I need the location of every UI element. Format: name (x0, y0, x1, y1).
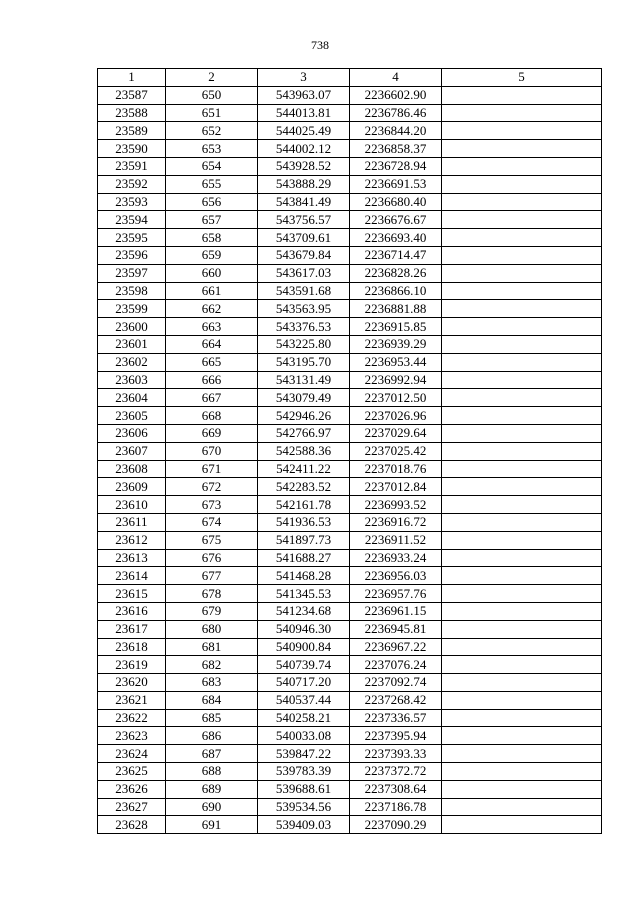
table-body (98, 86, 602, 833)
table-cell-col-5 (442, 620, 602, 638)
table-cell-col-3: 543928.52 (258, 157, 350, 175)
table-cell-col-1: 23613 (98, 549, 166, 567)
table-row (98, 140, 602, 158)
table-cell-col-3: 540717.20 (258, 674, 350, 692)
table-cell-col-3: 541688.27 (258, 549, 350, 567)
table-cell-col-3: 539783.39 (258, 763, 350, 781)
table-cell-col-2: 686 (166, 727, 258, 745)
table-row (98, 264, 602, 282)
table-cell-col-1: 23607 (98, 442, 166, 460)
table-cell-col-2: 673 (166, 496, 258, 514)
table-cell-col-4: 2236680.40 (350, 193, 442, 211)
table-cell-col-5 (442, 122, 602, 140)
table-cell-col-3: 543376.53 (258, 318, 350, 336)
table-row (98, 371, 602, 389)
table-cell-col-4: 2236915.85 (350, 318, 442, 336)
table-cell-col-3: 540739.74 (258, 656, 350, 674)
table-cell-col-4: 2237308.64 (350, 780, 442, 798)
table-cell-col-2: 688 (166, 763, 258, 781)
table-row (98, 282, 602, 300)
table-cell-col-5 (442, 763, 602, 781)
table-cell-col-5 (442, 246, 602, 264)
table-row (98, 496, 602, 514)
table-cell-col-4: 2237026.96 (350, 407, 442, 425)
table-row (98, 424, 602, 442)
table-cell-col-4: 2236953.44 (350, 353, 442, 371)
table-cell-col-1: 23615 (98, 585, 166, 603)
table-cell-col-3: 543679.84 (258, 246, 350, 264)
table-cell-col-3: 543888.29 (258, 175, 350, 193)
table-cell-col-2: 685 (166, 709, 258, 727)
table-row (98, 531, 602, 549)
table-row (98, 780, 602, 798)
table-cell-col-3: 541936.53 (258, 513, 350, 531)
table-cell-col-4: 2236693.40 (350, 229, 442, 247)
table-cell-col-3: 544013.81 (258, 104, 350, 122)
table-cell-col-5 (442, 424, 602, 442)
table-cell-col-2: 660 (166, 264, 258, 282)
table-cell-col-4: 2237012.50 (350, 389, 442, 407)
table-cell-col-2: 674 (166, 513, 258, 531)
table-row (98, 691, 602, 709)
table-row (98, 175, 602, 193)
table-row (98, 460, 602, 478)
table-cell-col-2: 679 (166, 602, 258, 620)
table-row (98, 798, 602, 816)
table-cell-col-3: 541897.73 (258, 531, 350, 549)
table-cell-col-3: 540900.84 (258, 638, 350, 656)
table-cell-col-2: 669 (166, 424, 258, 442)
table-row (98, 122, 602, 140)
table-cell-col-2: 650 (166, 86, 258, 104)
table-cell-col-2: 659 (166, 246, 258, 264)
table-cell-col-1: 23627 (98, 798, 166, 816)
table-row (98, 567, 602, 585)
table-row (98, 389, 602, 407)
table-cell-col-5 (442, 229, 602, 247)
table-cell-col-1: 23602 (98, 353, 166, 371)
table-cell-col-5 (442, 460, 602, 478)
table-cell-col-5 (442, 318, 602, 336)
table-cell-col-4: 2237092.74 (350, 674, 442, 692)
table-cell-col-4: 2236916.72 (350, 513, 442, 531)
table-row (98, 211, 602, 229)
table-cell-col-2: 652 (166, 122, 258, 140)
table-row (98, 549, 602, 567)
table-cell-col-1: 23592 (98, 175, 166, 193)
table-cell-col-1: 23623 (98, 727, 166, 745)
table-cell-col-2: 672 (166, 478, 258, 496)
table-cell-col-5 (442, 371, 602, 389)
table-row (98, 709, 602, 727)
table-cell-col-3: 539688.61 (258, 780, 350, 798)
table-cell-col-2: 670 (166, 442, 258, 460)
table-row (98, 478, 602, 496)
table-cell-col-4: 2236933.24 (350, 549, 442, 567)
table-cell-col-1: 23595 (98, 229, 166, 247)
table-cell-col-3: 543709.61 (258, 229, 350, 247)
table-cell-col-1: 23601 (98, 335, 166, 353)
table-cell-col-3: 542946.26 (258, 407, 350, 425)
table-cell-col-2: 655 (166, 175, 258, 193)
table-cell-col-5 (442, 602, 602, 620)
table-cell-col-2: 666 (166, 371, 258, 389)
table-row (98, 602, 602, 620)
table-row (98, 407, 602, 425)
table-cell-col-5 (442, 282, 602, 300)
table-cell-col-2: 690 (166, 798, 258, 816)
table-cell-col-3: 543591.68 (258, 282, 350, 300)
table-cell-col-2: 663 (166, 318, 258, 336)
table-row (98, 656, 602, 674)
table-row (98, 674, 602, 692)
table-cell-col-4: 2237186.78 (350, 798, 442, 816)
table-cell-col-4: 2237025.42 (350, 442, 442, 460)
table-cell-col-1: 23625 (98, 763, 166, 781)
table-cell-col-5 (442, 727, 602, 745)
table-cell-col-1: 23605 (98, 407, 166, 425)
table-cell-col-4: 2236691.53 (350, 175, 442, 193)
table-row (98, 727, 602, 745)
table-cell-col-4: 2236676.67 (350, 211, 442, 229)
table-cell-col-2: 657 (166, 211, 258, 229)
table-cell-col-2: 680 (166, 620, 258, 638)
table-cell-col-2: 671 (166, 460, 258, 478)
table-cell-col-1: 23600 (98, 318, 166, 336)
table-cell-col-3: 543195.70 (258, 353, 350, 371)
table-cell-col-2: 691 (166, 816, 258, 834)
table-cell-col-4: 2237395.94 (350, 727, 442, 745)
table-cell-col-5 (442, 86, 602, 104)
table-row (98, 513, 602, 531)
table-cell-col-5 (442, 389, 602, 407)
table-cell-col-3: 542161.78 (258, 496, 350, 514)
table-cell-col-1: 23597 (98, 264, 166, 282)
table-cell-col-4: 2237336.57 (350, 709, 442, 727)
page-number: 738 (311, 38, 329, 52)
table-cell-col-5 (442, 656, 602, 674)
table-cell-col-5 (442, 709, 602, 727)
table-cell-col-5 (442, 335, 602, 353)
table-cell-col-4: 2237012.84 (350, 478, 442, 496)
table-cell-col-2: 687 (166, 745, 258, 763)
table-cell-col-5 (442, 193, 602, 211)
table-cell-col-1: 23626 (98, 780, 166, 798)
table-cell-col-2: 662 (166, 300, 258, 318)
table-cell-col-1: 23614 (98, 567, 166, 585)
table-row (98, 229, 602, 247)
table-cell-col-5 (442, 157, 602, 175)
table-cell-col-2: 651 (166, 104, 258, 122)
table-row (98, 193, 602, 211)
table-cell-col-1: 23622 (98, 709, 166, 727)
table-cell-col-3: 543617.03 (258, 264, 350, 282)
table-cell-col-3: 540946.30 (258, 620, 350, 638)
table-cell-col-4: 2236866.10 (350, 282, 442, 300)
table-cell-col-5 (442, 745, 602, 763)
table-row (98, 104, 602, 122)
table-cell-col-3: 543131.49 (258, 371, 350, 389)
table-cell-col-1: 23591 (98, 157, 166, 175)
table-cell-col-4: 2237029.64 (350, 424, 442, 442)
table-row (98, 442, 602, 460)
table-cell-col-4: 2236858.37 (350, 140, 442, 158)
table-cell-col-1: 23620 (98, 674, 166, 692)
table-cell-col-1: 23598 (98, 282, 166, 300)
table-row (98, 763, 602, 781)
table-cell-col-3: 544002.12 (258, 140, 350, 158)
table-cell-col-5 (442, 496, 602, 514)
table-cell-col-3: 540033.08 (258, 727, 350, 745)
table-cell-col-5 (442, 780, 602, 798)
table-row (98, 300, 602, 318)
column-header-2: 2 (166, 69, 258, 87)
table-cell-col-5 (442, 442, 602, 460)
table-cell-col-4: 2237018.76 (350, 460, 442, 478)
table-cell-col-3: 544025.49 (258, 122, 350, 140)
table-cell-col-5 (442, 549, 602, 567)
table-cell-col-1: 23603 (98, 371, 166, 389)
table-cell-col-3: 543225.80 (258, 335, 350, 353)
table-cell-col-5 (442, 104, 602, 122)
table-cell-col-3: 540537.44 (258, 691, 350, 709)
table-cell-col-4: 2236728.94 (350, 157, 442, 175)
column-header-4: 4 (350, 69, 442, 87)
table-cell-col-5 (442, 175, 602, 193)
table-cell-col-5 (442, 300, 602, 318)
table-header-row (98, 69, 602, 87)
table-cell-col-2: 684 (166, 691, 258, 709)
table-cell-col-3: 543563.95 (258, 300, 350, 318)
table-cell-col-4: 2236993.52 (350, 496, 442, 514)
table-cell-col-5 (442, 140, 602, 158)
table-cell-col-1: 23609 (98, 478, 166, 496)
table-cell-col-2: 668 (166, 407, 258, 425)
table-cell-col-4: 2237268.42 (350, 691, 442, 709)
column-header-1: 1 (98, 69, 166, 87)
table-cell-col-3: 543079.49 (258, 389, 350, 407)
table-cell-col-4: 2236881.88 (350, 300, 442, 318)
table-cell-col-2: 681 (166, 638, 258, 656)
table-row (98, 638, 602, 656)
table-cell-col-4: 2237393.33 (350, 745, 442, 763)
table-cell-col-1: 23611 (98, 513, 166, 531)
table-cell-col-5 (442, 531, 602, 549)
table-row (98, 246, 602, 264)
table-cell-col-1: 23604 (98, 389, 166, 407)
table-cell-col-1: 23618 (98, 638, 166, 656)
table-cell-col-5 (442, 478, 602, 496)
table-cell-col-3: 542283.52 (258, 478, 350, 496)
table-cell-col-3: 542411.22 (258, 460, 350, 478)
table-cell-col-4: 2236911.52 (350, 531, 442, 549)
table-cell-col-1: 23624 (98, 745, 166, 763)
table-cell-col-3: 541234.68 (258, 602, 350, 620)
table-cell-col-5 (442, 211, 602, 229)
table-row (98, 335, 602, 353)
table-cell-col-1: 23606 (98, 424, 166, 442)
table-cell-col-1: 23599 (98, 300, 166, 318)
table-cell-col-5 (442, 585, 602, 603)
table-cell-col-3: 542588.36 (258, 442, 350, 460)
table-cell-col-2: 665 (166, 353, 258, 371)
table-row (98, 816, 602, 834)
table-row (98, 353, 602, 371)
table-cell-col-1: 23594 (98, 211, 166, 229)
table-cell-col-3: 541345.53 (258, 585, 350, 603)
table-cell-col-4: 2236961.15 (350, 602, 442, 620)
table-cell-col-4: 2236939.29 (350, 335, 442, 353)
table-cell-col-2: 689 (166, 780, 258, 798)
table-cell-col-4: 2237090.29 (350, 816, 442, 834)
table-cell-col-5 (442, 407, 602, 425)
table-cell-col-2: 667 (166, 389, 258, 407)
table-cell-col-4: 2236602.90 (350, 86, 442, 104)
table-cell-col-3: 539534.56 (258, 798, 350, 816)
table-row (98, 86, 602, 104)
table-cell-col-1: 23617 (98, 620, 166, 638)
table-cell-col-2: 658 (166, 229, 258, 247)
table-cell-col-2: 675 (166, 531, 258, 549)
column-header-5: 5 (442, 69, 602, 87)
table-cell-col-5 (442, 816, 602, 834)
table-cell-col-1: 23608 (98, 460, 166, 478)
table-cell-col-1: 23588 (98, 104, 166, 122)
column-header-3: 3 (258, 69, 350, 87)
table-cell-col-4: 2236956.03 (350, 567, 442, 585)
table-cell-col-5 (442, 513, 602, 531)
table-cell-col-2: 677 (166, 567, 258, 585)
table-cell-col-4: 2237372.72 (350, 763, 442, 781)
table-cell-col-5 (442, 691, 602, 709)
table-cell-col-1: 23593 (98, 193, 166, 211)
table-cell-col-1: 23621 (98, 691, 166, 709)
table-cell-col-5 (442, 353, 602, 371)
table-cell-col-5 (442, 567, 602, 585)
table-cell-col-2: 664 (166, 335, 258, 353)
table-row (98, 318, 602, 336)
table-cell-col-1: 23610 (98, 496, 166, 514)
table-cell-col-1: 23619 (98, 656, 166, 674)
table-cell-col-1: 23596 (98, 246, 166, 264)
table-cell-col-3: 542766.97 (258, 424, 350, 442)
table-cell-col-1: 23589 (98, 122, 166, 140)
table-cell-col-2: 661 (166, 282, 258, 300)
table-cell-col-4: 2236786.46 (350, 104, 442, 122)
table-cell-col-4: 2236957.76 (350, 585, 442, 603)
table-cell-col-4: 2236992.94 (350, 371, 442, 389)
table-cell-col-2: 653 (166, 140, 258, 158)
table-cell-col-4: 2236828.26 (350, 264, 442, 282)
table-cell-col-4: 2236714.47 (350, 246, 442, 264)
coordinates-table (97, 68, 602, 834)
table-cell-col-2: 654 (166, 157, 258, 175)
table-cell-col-3: 539409.03 (258, 816, 350, 834)
table-cell-col-1: 23628 (98, 816, 166, 834)
table-cell-col-3: 541468.28 (258, 567, 350, 585)
table-cell-col-5 (442, 638, 602, 656)
table-cell-col-3: 543841.49 (258, 193, 350, 211)
table-cell-col-5 (442, 798, 602, 816)
table-cell-col-2: 683 (166, 674, 258, 692)
table-cell-col-2: 656 (166, 193, 258, 211)
table-cell-col-4: 2236967.22 (350, 638, 442, 656)
table-cell-col-4: 2236945.81 (350, 620, 442, 638)
table-cell-col-3: 543756.57 (258, 211, 350, 229)
table-row (98, 157, 602, 175)
table-cell-col-1: 23612 (98, 531, 166, 549)
table-cell-col-1: 23616 (98, 602, 166, 620)
table-row (98, 620, 602, 638)
table-cell-col-3: 540258.21 (258, 709, 350, 727)
table-row (98, 745, 602, 763)
table-cell-col-3: 539847.22 (258, 745, 350, 763)
table-cell-col-4: 2237076.24 (350, 656, 442, 674)
table-cell-col-5 (442, 674, 602, 692)
table-cell-col-2: 676 (166, 549, 258, 567)
table-cell-col-1: 23590 (98, 140, 166, 158)
table-cell-col-4: 2236844.20 (350, 122, 442, 140)
table-cell-col-3: 543963.07 (258, 86, 350, 104)
table-cell-col-5 (442, 264, 602, 282)
table-cell-col-1: 23587 (98, 86, 166, 104)
table-cell-col-2: 678 (166, 585, 258, 603)
table-cell-col-2: 682 (166, 656, 258, 674)
table-row (98, 585, 602, 603)
